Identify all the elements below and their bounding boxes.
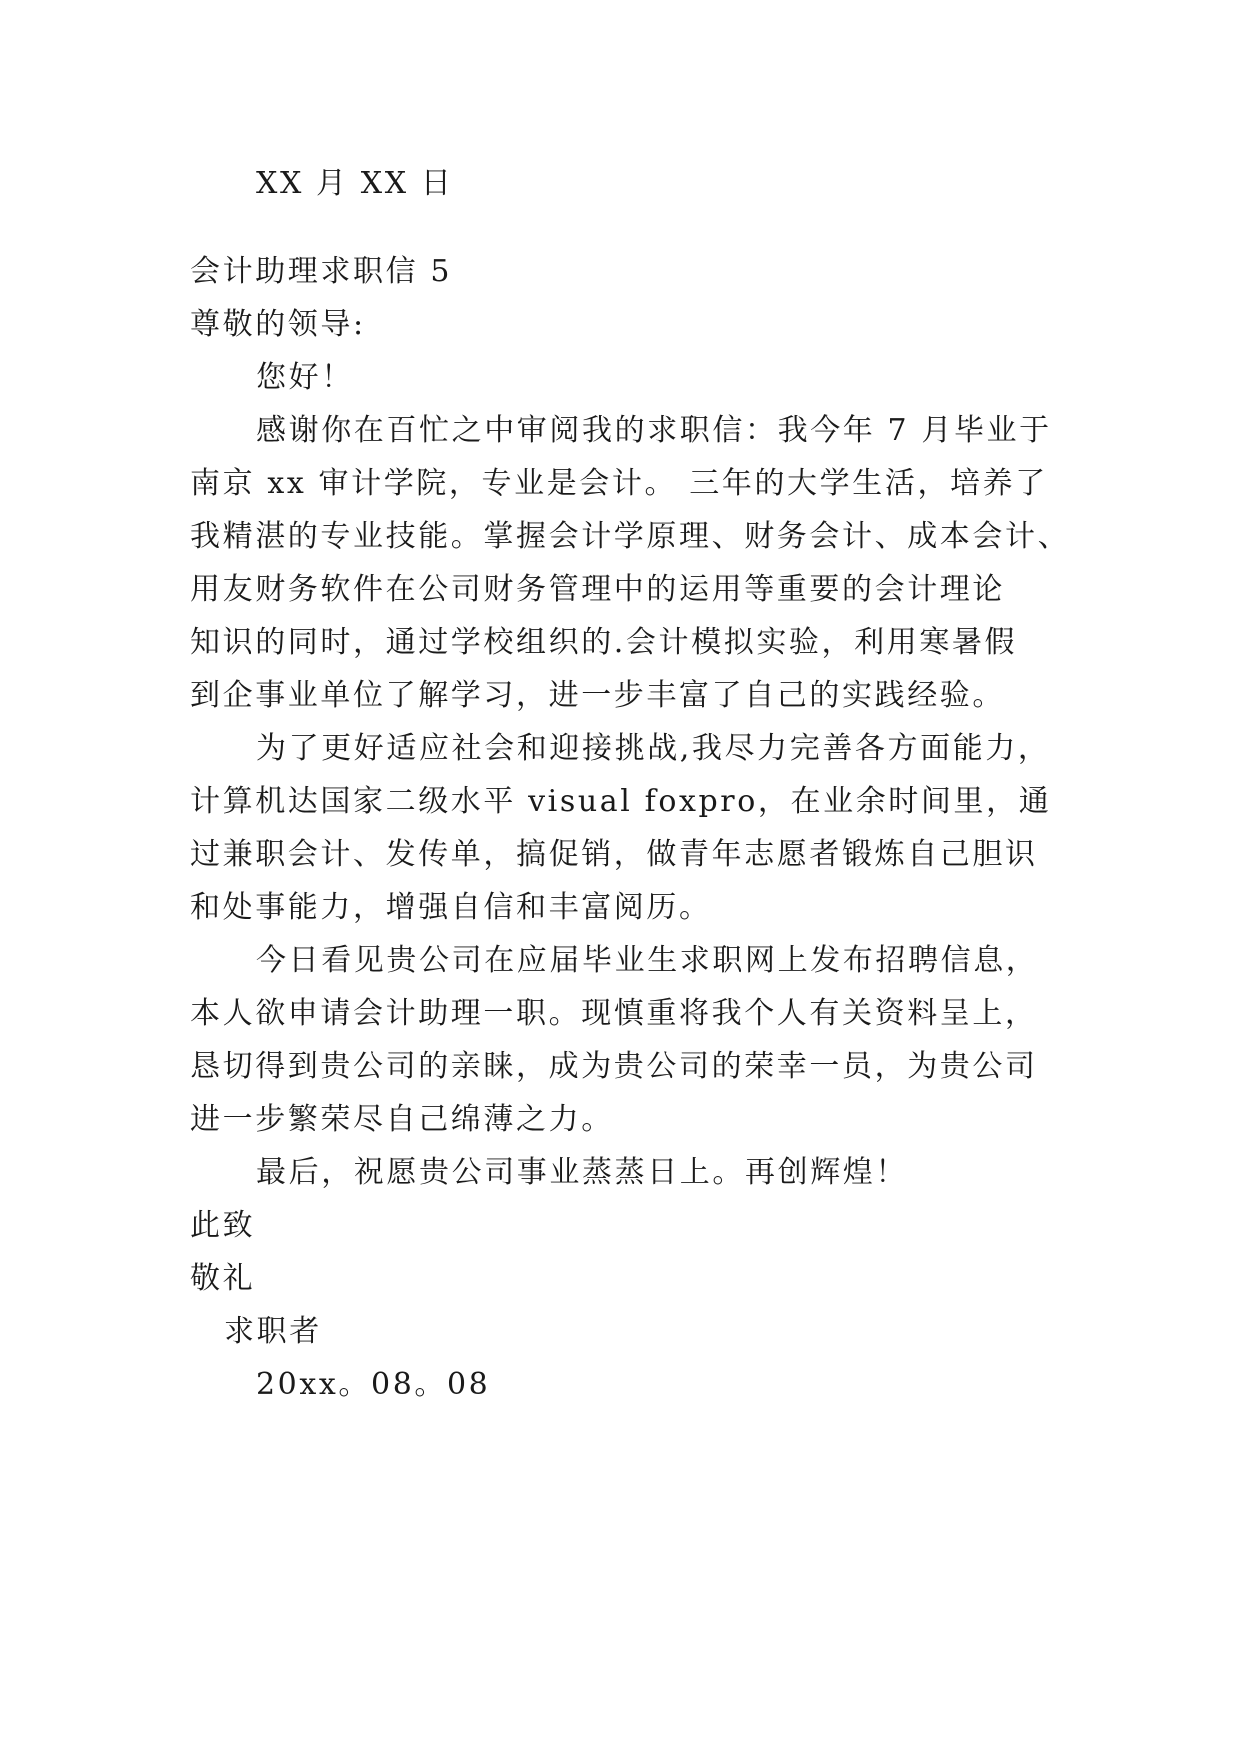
- paragraph-2-line-2: 计算机达国家二级水平 visual foxpro，在业余时间里，通: [190, 784, 1052, 819]
- paragraph-1-line-3: 我精湛的专业技能。掌握会计学原理、财务会计、成本会计、: [190, 519, 1071, 554]
- paragraph-3-line-1: 今日看见贵公司在应届毕业生求职网上发布招聘信息，: [256, 943, 1039, 978]
- paragraph-2-line-1: 为了更好适应社会和迎接挑战,我尽力完善各方面能力，: [256, 731, 1051, 766]
- paragraph-2-line-4: 和处事能力，增强自信和丰富阅历。: [190, 890, 712, 925]
- greeting: 您好！: [256, 360, 354, 395]
- paragraph-1-line-6: 到企事业单位了解学习，进一步丰富了自己的实践经验。: [190, 678, 1005, 713]
- paragraph-3-line-3: 恳切得到贵公司的亲睐，成为贵公司的荣幸一员，为贵公司: [190, 1049, 1038, 1084]
- paragraph-1-line-2: 南京 xx 审计学院，专业是会计。 三年的大学生活，培养了: [190, 466, 1048, 501]
- top-date: XX 月 XX 日: [256, 166, 454, 201]
- letter-title: 会计助理求职信 5: [190, 254, 453, 289]
- bottom-date: 20xx。08。08: [256, 1367, 491, 1402]
- paragraph-1-line-5: 知识的同时，通过学校组织的.会计模拟实验，利用寒暑假: [190, 625, 1018, 660]
- paragraph-1-line-1: 感谢你在百忙之中审阅我的求职信：我今年 7 月毕业于: [256, 413, 1052, 448]
- closing-jing-li: 敬礼: [190, 1261, 256, 1296]
- paragraph-2-line-3: 过兼职会计、发传单，搞促销，做青年志愿者锻炼自己胆识: [190, 837, 1038, 872]
- signature: 求职者: [224, 1314, 322, 1349]
- paragraph-1-line-4: 用友财务软件在公司财务管理中的运用等重要的会计理论: [190, 572, 1005, 607]
- paragraph-4-line-1: 最后，祝愿贵公司事业蒸蒸日上。再创辉煌！: [256, 1155, 908, 1190]
- closing-ci-zhi: 此致: [190, 1208, 256, 1243]
- paragraph-3-line-2: 本人欲申请会计助理一职。现慎重将我个人有关资料呈上，: [190, 996, 1038, 1031]
- paragraph-3-line-4: 进一步繁荣尽自己绵薄之力。: [190, 1102, 614, 1137]
- salutation: 尊敬的领导:: [190, 307, 366, 342]
